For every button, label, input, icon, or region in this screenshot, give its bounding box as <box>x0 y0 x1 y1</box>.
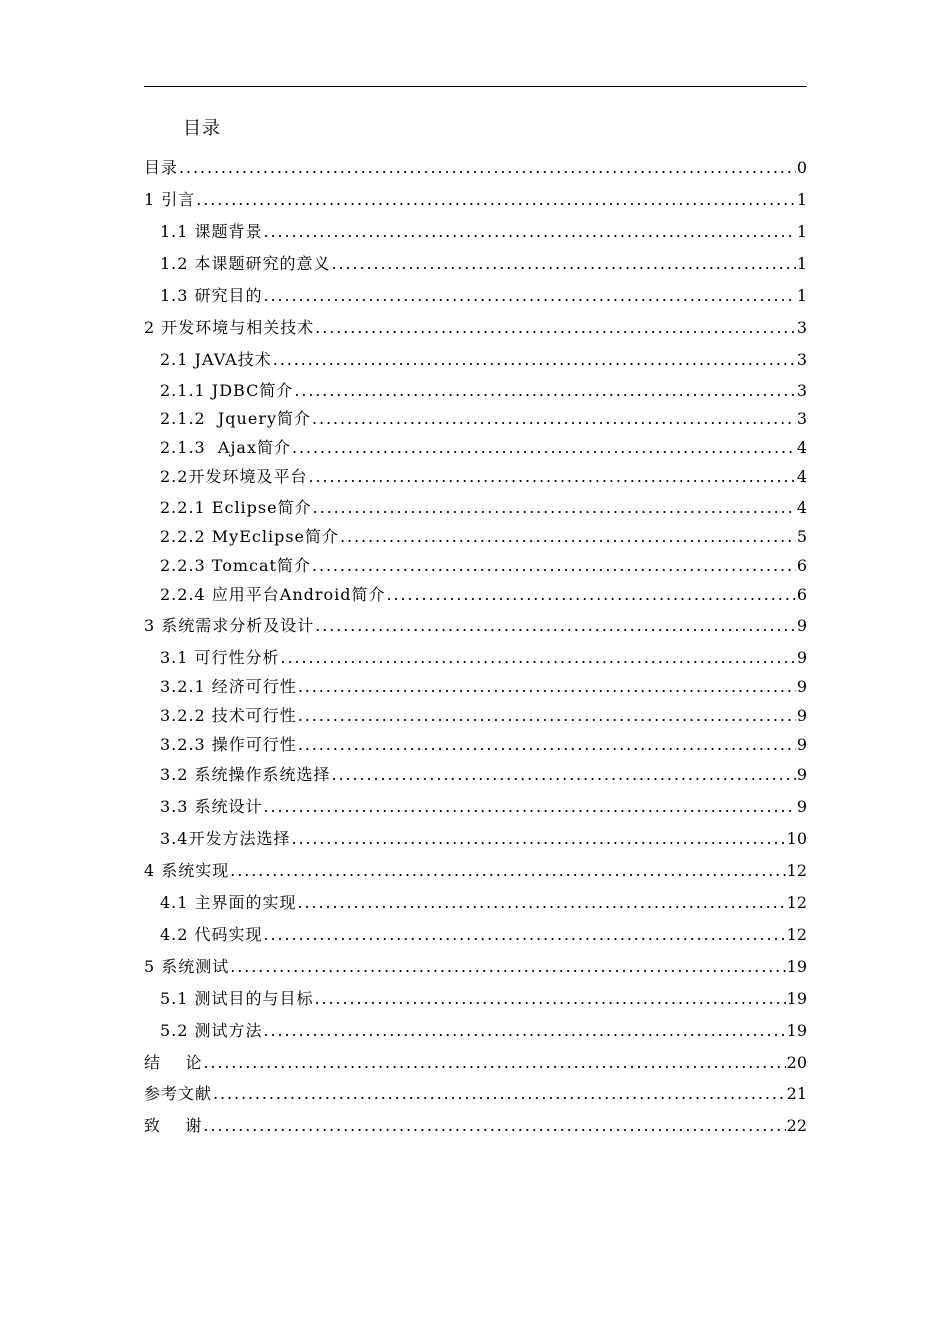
header-rule <box>144 86 807 87</box>
toc-entry[interactable] <box>144 1051 807 1075</box>
toc-dot-leader <box>387 583 796 607</box>
toc-entry[interactable] <box>144 284 807 308</box>
toc-dot-leader <box>203 1114 785 1138</box>
toc-entry[interactable] <box>144 316 807 340</box>
toc-heading: 目录 <box>183 118 221 139</box>
toc-entry-title: 4.1 主界面的实现 <box>160 893 297 912</box>
toc-entry-page-number: 0 <box>796 158 807 177</box>
toc-dot-leader <box>315 316 796 340</box>
toc-dot-leader <box>298 704 796 728</box>
toc-entry[interactable] <box>144 1019 807 1043</box>
toc-entry[interactable] <box>144 733 807 757</box>
toc-entry-page-number: 3 <box>796 381 807 400</box>
toc-entry[interactable] <box>144 675 807 699</box>
toc-entry-title: 2.2.1 Eclipse简介 <box>160 498 312 517</box>
toc-entry-title: 5.2 测试方法 <box>160 1021 263 1040</box>
toc-entry-title: 参考文献 <box>144 1084 213 1103</box>
toc-entry-page-number: 19 <box>786 1021 807 1040</box>
toc-entry[interactable] <box>144 827 807 851</box>
toc-dot-leader <box>264 220 796 244</box>
toc-dot-leader <box>315 987 786 1011</box>
toc-entry-title: 3.2.2 技术可行性 <box>160 706 297 725</box>
toc-entry-title: 2.2.2 MyEclipse简介 <box>160 527 340 546</box>
toc-entry[interactable] <box>144 465 807 489</box>
toc-entry-page-number: 3 <box>796 350 807 369</box>
toc-entry[interactable] <box>144 955 807 979</box>
toc-dot-leader <box>264 923 786 947</box>
toc-entry-page-number: 12 <box>786 925 807 944</box>
toc-entry-page-number: 9 <box>796 677 807 696</box>
toc-dot-leader <box>230 955 785 979</box>
toc-dot-leader <box>298 733 796 757</box>
toc-entry[interactable] <box>144 891 807 915</box>
toc-entry-page-number: 12 <box>786 893 807 912</box>
toc-dot-leader <box>179 156 796 180</box>
toc-entry-title: 2.2.4 应用平台Android简介 <box>160 585 386 604</box>
toc-entry-page-number: 9 <box>796 706 807 725</box>
toc-entry[interactable] <box>144 436 807 460</box>
toc-dot-leader <box>264 284 796 308</box>
toc-entry-title: 结 论 <box>144 1053 203 1072</box>
toc-entry[interactable] <box>144 188 807 212</box>
toc-entry[interactable] <box>144 987 807 1011</box>
toc-entry-title: 1.1 课题背景 <box>160 222 263 241</box>
toc-entry[interactable] <box>144 923 807 947</box>
toc-dot-leader <box>298 675 796 699</box>
toc-entry-title: 目录 <box>144 158 179 177</box>
toc-entry-title: 2.1.1 JDBC简介 <box>160 381 294 400</box>
toc-entry-page-number: 21 <box>786 1084 807 1103</box>
toc-dot-leader <box>292 436 796 460</box>
toc-entry[interactable] <box>144 379 807 403</box>
toc-dot-leader <box>213 1082 786 1106</box>
toc-entry-title: 5 系统测试 <box>144 957 230 976</box>
toc-entry-title: 3.2 系统操作系统选择 <box>160 765 331 784</box>
toc-entry-title: 3 系统需求分析及设计 <box>144 616 315 635</box>
toc-entry[interactable] <box>144 646 807 670</box>
toc-entry-page-number: 4 <box>796 467 807 486</box>
toc-entry[interactable] <box>144 496 807 520</box>
toc-dot-leader <box>273 348 796 372</box>
toc-entry-title: 3.1 可行性分析 <box>160 648 280 667</box>
toc-entry-title: 3.3 系统设计 <box>160 797 263 816</box>
toc-dot-leader <box>332 763 796 787</box>
toc-dot-leader <box>315 614 796 638</box>
toc-entry-title: 5.1 测试目的与目标 <box>160 989 314 1008</box>
toc-entry-page-number: 4 <box>796 498 807 517</box>
toc-entry[interactable] <box>144 583 807 607</box>
toc-entry-page-number: 22 <box>786 1116 807 1135</box>
toc-entry-page-number: 20 <box>786 1053 807 1072</box>
toc-dot-leader <box>264 795 796 819</box>
toc-entry[interactable] <box>144 614 807 638</box>
toc-entry[interactable] <box>144 525 807 549</box>
toc-entry-title: 3.2.1 经济可行性 <box>160 677 297 696</box>
toc-dot-leader <box>203 1051 785 1075</box>
toc-dot-leader <box>294 379 795 403</box>
toc-entry[interactable] <box>144 554 807 578</box>
toc-entry-page-number: 6 <box>796 556 807 575</box>
toc-entry-page-number: 5 <box>796 527 807 546</box>
toc-entry-page-number: 4 <box>796 438 807 457</box>
toc-dot-leader <box>312 554 796 578</box>
toc-entry[interactable] <box>144 220 807 244</box>
toc-entry-page-number: 3 <box>796 318 807 337</box>
toc-entry[interactable] <box>144 407 807 431</box>
toc-entry[interactable] <box>144 1114 807 1138</box>
toc-entry-title: 1.2 本课题研究的意义 <box>160 254 331 273</box>
toc-entry-title: 4.2 代码实现 <box>160 925 263 944</box>
toc-entry[interactable] <box>144 795 807 819</box>
toc-dot-leader <box>313 496 796 520</box>
toc-dot-leader <box>264 1019 786 1043</box>
toc-entry-title: 1 引言 <box>144 190 196 209</box>
toc-entry[interactable] <box>144 1082 807 1106</box>
toc-entry-page-number: 9 <box>796 797 807 816</box>
toc-entry-page-number: 19 <box>786 957 807 976</box>
toc-entry-page-number: 10 <box>786 829 807 848</box>
toc-entry-title: 2 开发环境与相关技术 <box>144 318 315 337</box>
toc-entry-page-number: 3 <box>796 409 807 428</box>
toc-dot-leader <box>312 407 796 431</box>
toc-entry-page-number: 1 <box>796 222 807 241</box>
toc-entry-title: 2.1.3 Ajax简介 <box>160 438 291 457</box>
toc-entry-title: 1.3 研究目的 <box>160 286 263 305</box>
toc-entry-page-number: 19 <box>786 989 807 1008</box>
toc-entry-page-number: 12 <box>786 861 807 880</box>
toc-dot-leader <box>291 827 785 851</box>
toc-entry-page-number: 9 <box>796 735 807 754</box>
toc-entry-title: 4 系统实现 <box>144 861 230 880</box>
toc-entry-page-number: 1 <box>796 190 807 209</box>
toc-entry-page-number: 9 <box>796 616 807 635</box>
toc-entry-page-number: 1 <box>796 286 807 305</box>
toc-entry-title: 2.1 JAVA技术 <box>160 350 272 369</box>
toc-entry[interactable] <box>144 859 807 883</box>
toc-dot-leader <box>230 859 785 883</box>
toc-entry-title: 2.2.3 Tomcat简介 <box>160 556 311 575</box>
toc-entry[interactable] <box>144 252 807 276</box>
toc-entry-title: 3.4开发方法选择 <box>160 829 291 848</box>
toc-entry[interactable] <box>144 704 807 728</box>
toc-entry-title: 2.1.2 Jquery简介 <box>160 409 312 428</box>
toc-entry[interactable] <box>144 348 807 372</box>
toc-dot-leader <box>196 188 796 212</box>
toc-entry-page-number: 1 <box>796 254 807 273</box>
toc-dot-leader <box>298 891 786 915</box>
toc-entry[interactable] <box>144 156 807 180</box>
toc-entry-title: 3.2.3 操作可行性 <box>160 735 297 754</box>
toc-entry-page-number: 6 <box>796 585 807 604</box>
toc-dot-leader <box>340 525 796 549</box>
toc-entry-page-number: 9 <box>796 648 807 667</box>
toc-entry[interactable] <box>144 763 807 787</box>
toc-entry-page-number: 9 <box>796 765 807 784</box>
toc-dot-leader <box>308 465 795 489</box>
toc-entry-title: 致 谢 <box>144 1116 203 1135</box>
toc-dot-leader <box>281 646 796 670</box>
toc-dot-leader <box>332 252 796 276</box>
toc-entry-title: 2.2开发环境及平台 <box>160 467 308 486</box>
